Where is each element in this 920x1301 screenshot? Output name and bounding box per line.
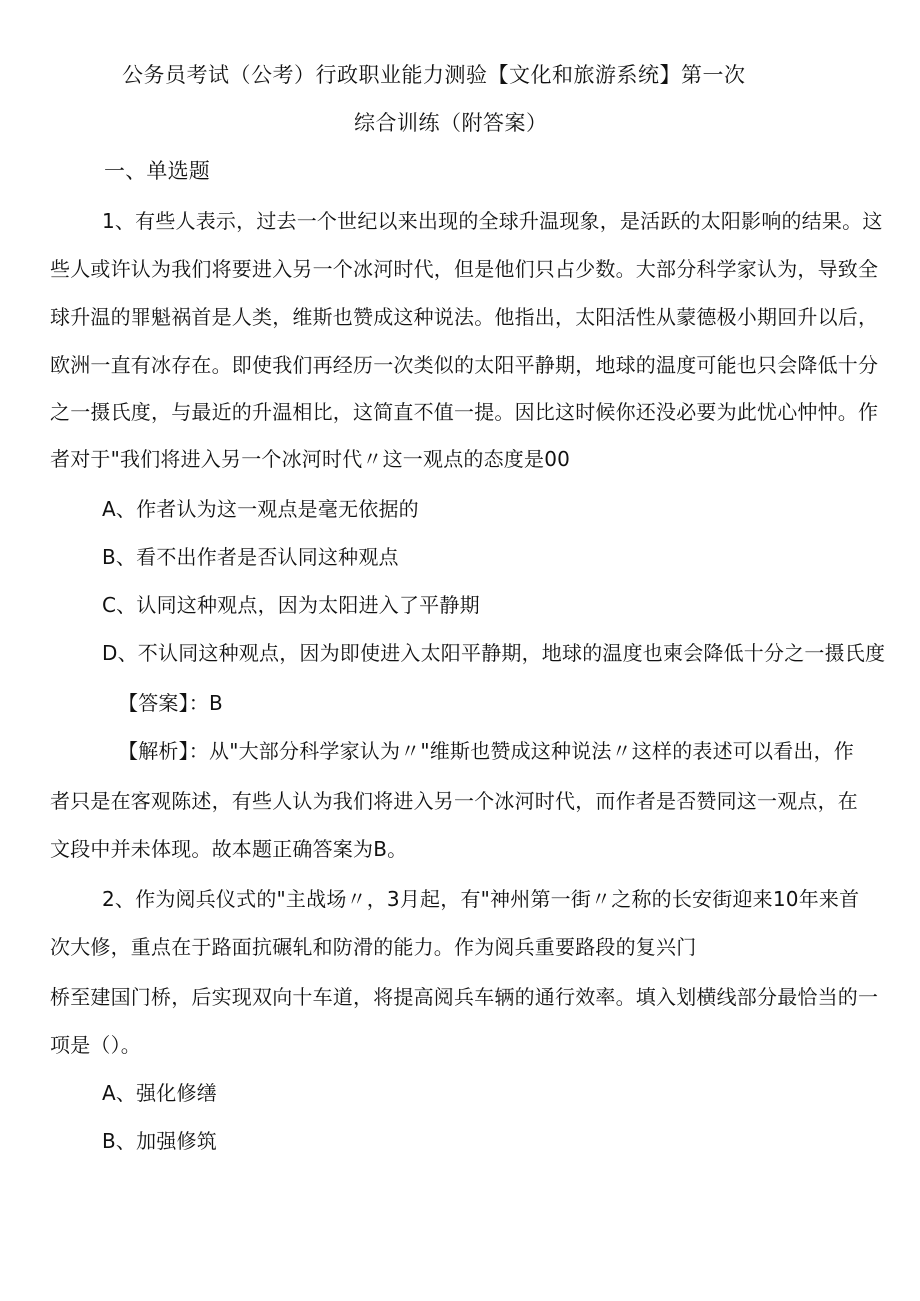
document-title-line-2: 综合训练（附答案） bbox=[354, 111, 548, 135]
question-1-stem-line: 球升温的罪魁祸首是人类，维斯也赞成这种说法。他指出，太阳活性从蒙德极小期回升以后， bbox=[50, 305, 879, 329]
question-1-option-b: B、看不出作者是否认同这种观点 bbox=[102, 545, 399, 569]
question-1-stem-line: 些人或许认为我们将要进入另一个冰河时代，但是他们只占少数。大部分科学家认为，导致全 bbox=[50, 257, 879, 281]
question-2-stem-line: 桥至建国门桥，后实现双向十车道，将提高阅兵车辆的通行效率。填入划横线部分最恰当的一 bbox=[50, 985, 879, 1009]
question-1-analysis-line: 文段中并未体现。故本题正确答案为B。 bbox=[50, 837, 408, 861]
question-1-option-c: C、认同这种观点，因为太阳进入了平静期 bbox=[102, 593, 480, 617]
question-1-stem-line: 1、有些人表示，过去一个世纪以来出现的全球升温现象，是活跃的太阳影响的结果。这 bbox=[102, 209, 883, 233]
question-2-stem-line: 2、作为阅兵仪式的"主战场〃，3月起，有"神州第一街〃之称的长安街迎来10年来首 bbox=[102, 887, 860, 911]
question-1-answer: 【答案】：B bbox=[118, 691, 223, 715]
question-1-option-a: A、作者认为这一观点是毫无依据的 bbox=[102, 497, 419, 521]
question-2-stem-line: 次大修，重点在于路面抗碾轧和防滑的能力。作为阅兵重要路段的复兴门 bbox=[50, 935, 697, 959]
document-title-line-1: 公务员考试（公考）行政职业能力测验【文化和旅游系统】第一次 bbox=[122, 63, 746, 87]
question-1-analysis-line: 【解析】：从"大部分科学家认为〃"维斯也赞成这种说法〃这样的表述可以看出，作 bbox=[118, 739, 854, 763]
section-heading: 一、单选题 bbox=[104, 159, 210, 183]
question-2-option-b: B、加强修筑 bbox=[102, 1129, 217, 1153]
question-2-option-a: A、强化修缮 bbox=[102, 1081, 217, 1105]
question-1-option-d: D、不认同这种观点，因为即使进入太阳平静期，地球的温度也柬会降低十分之一摄氏度 bbox=[102, 641, 886, 665]
question-1-stem-line: 者对于"我们将进入另一个冰河时代〃这一观点的态度是00 bbox=[50, 447, 571, 471]
question-1-stem-line: 欧洲一直有冰存在。即使我们再经历一次类似的太阳平静期，地球的温度可能也只会降低十分 bbox=[50, 353, 879, 377]
question-1-stem-line: 之一摄氏度，与最近的升温相比，这简直不值一提。因比这时候你还没必要为此忧心忡忡。作 bbox=[50, 400, 879, 424]
question-1-analysis-line: 者只是在客观陈述，有些人认为我们将进入另一个冰河时代，而作者是否赞同这一观点，在 bbox=[50, 789, 858, 813]
question-2-stem-line: 项是（）。 bbox=[50, 1033, 141, 1057]
